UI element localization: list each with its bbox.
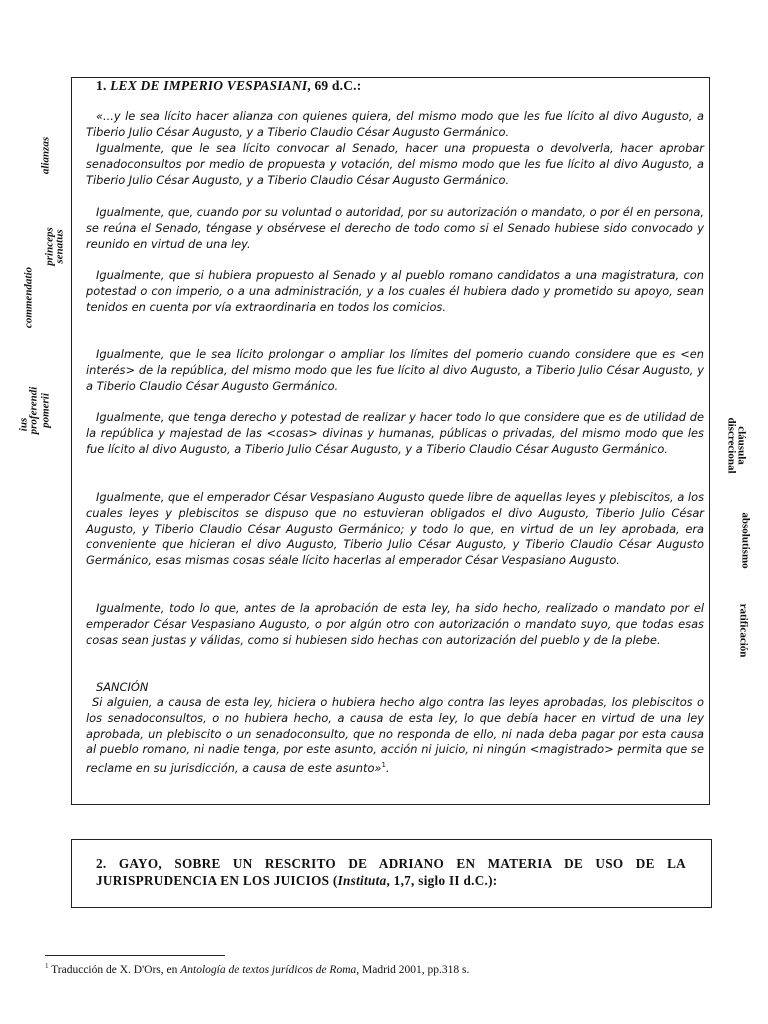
- sancion-body: Si alguien, a causa de esta ley, hiciera o hubiera hecho algo contra las leyes aprobadas, los plebiscitos o los senadoconsultos, o no hubiera hecho, a causa de esta ley, lo que debía hacer en virtud de una ley aprobada, un plebiscito o un senadoconsulto, que no responda de ello, ni nada deba pagar por esta causa al pueblo romano, ni nadie tenga, por este asunto, acción ni juicio, ni ningún <magistrado> permita que se reclame en su jurisdicción, a causa de este asunto»: [86, 695, 704, 775]
- footnote-reference: 1: [381, 761, 386, 770]
- paragraph-candidatos: Igualmente, que si hubiera propuesto al Senado y al pueblo romano candidatos a una magistratura, con potestad o con imperio, o a una administración, y a los cuales él hubiera dado y prometido su apoyo, sean tenidos en cuenta por vía extraordinaria en todos los comicios.: [86, 268, 704, 314]
- note-alianzas: alianzas: [39, 136, 52, 175]
- paragraph-validez: Igualmente, todo lo que, antes de la aprobación de esta ley, ha sido hecho, realizado o mandato por el emperador César Vespasiano Augusto, o por algún otro con autorización o mandato suyo, que todas esas cosas sean justas y válidas, como si hubiesen sido hechas con autorización del pueblo y de la plebe.: [86, 601, 704, 647]
- note-commendatio: commendatio: [22, 266, 35, 329]
- section-heading: [96, 78, 361, 94]
- note-clausula: cláusula: [735, 426, 748, 465]
- paragraph-pomerio: Igualmente, que le sea lícito prolongar o ampliar los límites del pomerio cuando considere que es <en interés> de la república, del mismo modo que les fue lícito al divo Augusto, a Tiberio Julio César Augusto, y a Tiberio Claudio César Augusto Germánico.: [86, 347, 704, 393]
- section2-heading-italic: Instituta: [337, 873, 387, 888]
- note-senatus: senatus: [53, 229, 66, 264]
- section-number: 1.: [96, 78, 107, 93]
- note-ratificacion: ratificación: [737, 603, 750, 658]
- section2-heading: [96, 855, 686, 889]
- note-discrecional: discrecional: [725, 417, 738, 474]
- paragraph-leyes: Igualmente, que el emperador César Vespasiano Augusto quede libre de aquellas leyes y plebiscitos, a los cuales leyes y plebiscitos se dispuso que no estuvieran obligados el divo Augusto, Tiberio Julio César Augusto, y Tiberio Claudio César Augusto Germánico; y todo lo que, en virtud de un ley aprobada, era conveniente que hicieran el divo Augusto, Tiberio Julio César Augusto, y Tiberio Claudio César Augusto Germánico, esas mismas cosas séale lícito hacerlas al emperador César Vespasiano Augusto.: [86, 490, 704, 568]
- section2-heading-end: , 1,7, siglo II d.C.):: [386, 873, 498, 888]
- footnote-text-start: Traducción de X. D'Ors, en: [48, 963, 181, 976]
- note-ius: ius: [17, 417, 30, 432]
- note-proferendi: proferendi: [27, 386, 40, 435]
- note-pomerii: pomerii: [39, 393, 52, 428]
- paragraph-potestad: Igualmente, que tenga derecho y potestad de realizar y hacer todo lo que considere que es de utilidad de la república y majestad de las <cosas> divinas y humanas, públicas o privadas, del mismo modo que les fue lícito al divo Augusto, a Tiberio Julio César Augusto, y a Tiberio Claudio César Augusto Germánico.: [86, 410, 704, 456]
- sancion-end: .: [385, 760, 390, 775]
- sancion-title: SANCIÓN: [96, 680, 149, 694]
- note-absolutismo: absolutismo: [739, 512, 752, 569]
- note-princeps: princeps: [43, 227, 56, 266]
- section-date: , 69 d.C.:: [307, 78, 362, 93]
- section2-heading-start: 2. GAYO, SOBRE UN RESCRITO DE ADRIANO EN MATERIA DE USO DE LA JURISPRUDENCIA EN LOS JUICIOS (: [96, 856, 686, 888]
- footnote-rule: [45, 955, 225, 956]
- paragraph-alianzas: «...y le sea lícito hacer alianza con quienes quiera, del mismo modo que les fue lícito al divo Augusto, a Tiberio Julio César Augusto, y a Tiberio Claudio César Augusto Germánico.: [86, 109, 704, 139]
- footnote-text-italic: Antología de textos jurídicos de Roma: [180, 963, 357, 976]
- footnote-number: 1: [45, 962, 49, 970]
- footnote: [45, 962, 469, 976]
- footnote-text-end: , Madrid 2001, pp.318 s.: [356, 963, 470, 976]
- paragraph-reunion: Igualmente, que, cuando por su voluntad o autoridad, por su autorización o mandato, o por él en persona, se reúna el Senado, téngase y obsérvese el derecho de todo como si el Senado hubiese sido convocado y reunido en virtud de una ley.: [86, 205, 704, 251]
- section-title: LEX DE IMPERIO VESPASIANI: [110, 78, 308, 93]
- paragraph-senado: Igualmente, que le sea lícito convocar al Senado, hacer una propuesta o devolverla, hacer aprobar senadoconsultos por medio de propuesta y votación, del mismo modo que les fue lícito al divo Augusto, a Tiberio Julio César Augusto, y a Tiberio Claudio César Augusto Germánico.: [86, 141, 704, 187]
- sancion-text: [86, 695, 704, 777]
